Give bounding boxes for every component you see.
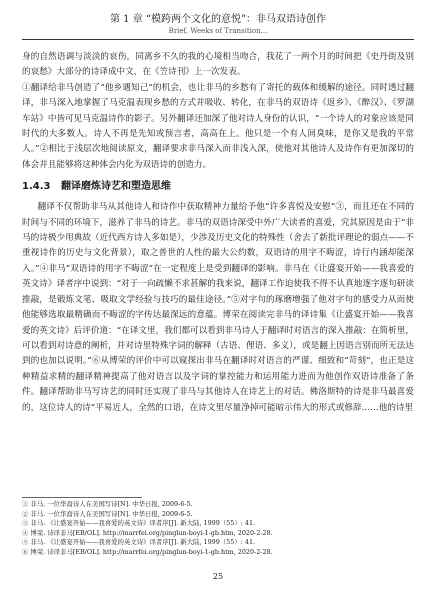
page-number: 25 bbox=[212, 572, 224, 581]
footnote-6: ⑥ 博荣. 诗译非马[EB/OL]. http://marrfei.org/pinglun-boyi-1-gb.htm, 2020-2-28. bbox=[22, 547, 273, 556]
body-paragraph-3: 翻译不仅帮助非马从其他诗人和诗作中获取精神力量给予他“许多喜悦及安慰”③，而且还在不同的时间与不同的环境下，滋养了非马的诗艺。非马的双语诗深受中外广大读者的喜爱，究其原因是由于“非马的诗极少用典故（近代西方诗人多如是），少涉及历史文化的特殊性（舍去了新批评理论的弱点——不重视诗作的历史与文化背景），取之普世的人性的最大公约数，双语诗的用字不晦涩，诗行内涵却能深入。”④非马“双语诗的用字不晦涩”在一定程度上是受到翻译的影响。非马在《让盛宴开始——我喜爱的英文诗》译者序中说到：“对于一向疏懒不求甚解的我来说，翻译工作迫使我不得不认真地逐字逐句研读推敲，是锻炼文笔、吸取文学经验与技巧的最佳途径。”⑤对字句的琢磨增强了他对字句的感受力从而使他能够选取最精确而不晦涩的字传达最深远的意蕴。博荣在阅读完非马的译诗集《让盛宴开始——我喜爱的英文诗》后评价道：“在译文里，我们都可以看到非马诗人于翻译时对语言的深入推敲：在简析里，可以看到对诗意的阐析，并对诗里特殊字词的解释（古语、俚语、多义），或是翻上因语言别而所无法达到的也加以说明。”⑥从博荣的评价中可以窥探出非马在翻译时对语言的严谨、细致和“苛刻”，也正是这种精益求精的翻译精神提高了他对语言以及字词的掌控能力和运用能力进而为他创作双语诗准备了条件。翻译帮助非马写诗艺的同时还实现了非马与其他诗人在诗艺上的对话。佛洛斯特的诗是非马最喜爱的，这位诗人的诗“平易近人，全然的口语，在诗文里尽量净掉可能暗示伟大的形式或修辞……他的诗里 bbox=[22, 202, 414, 413]
section-number: 1.4.3 bbox=[22, 181, 51, 193]
body-paragraph-2: ①翻译给非马创造了“他乡遇知己”的机会，也让非马的乡愁有了寄托的载体和缓解的途径。同时透过翻译，非马深入地掌握了马克温表现乡愁的方式并吸收、转化，在非马的双语诗《返乡》、《醉汉》、《罗湖车站》中皆可见马克温诗作的影子。另外翻译还加深了他对诗人身份的认识，“一个诗人的对象应该是同时代的大多数人。诗人不再是先知或预言者，高高在上。他只是一个有人间臭味，是你又是我的平常人。”②相比于浅层次地阅读原文，翻译要求非马深入而非浅入深，使他对其他诗人及诗作有更加深切的体会并且能够将这种体会内化为双语诗的创造力。 bbox=[22, 82, 414, 170]
footnote-5: ⑤ 非马. 《让盛宴开始——我喜爱的英文诗》译者序[J]. 新大陆, 1999（55）: 41. bbox=[22, 538, 256, 547]
running-header bbox=[22, 14, 414, 40]
footnote-1: ① 非马. 一位华裔诗人在美国写诗[N]. 中华日报, 2009-6-5. bbox=[22, 500, 193, 508]
page-body bbox=[22, 50, 414, 416]
footnote-divider bbox=[22, 497, 142, 498]
footnote-2: ② 非马. 一位华裔诗人在美国写诗[N]. 中华日报, 2009-6-5. bbox=[22, 509, 193, 518]
footnote-4: ④ 博荣. 诗译非马[EB/OL]. http://marrfei.org/pinglun-boyi-1-gb.htm, 2020-2-28. bbox=[22, 528, 273, 537]
footnotes bbox=[22, 500, 414, 558]
section-heading bbox=[22, 180, 414, 194]
header-subtitle: Brief, Weeks of Transition... bbox=[168, 27, 268, 35]
footnote-3: ③ 非马. 《让盛宴开始——我喜爱的英文诗》译者序[J]. 新大陆, 1999（55）: 41. bbox=[22, 519, 256, 528]
header-title: 第 1 章 “模跨两个文化的意悦”：非马双语诗创作 bbox=[109, 14, 327, 25]
section-title: 翻译磨炼诗艺和塑造思维 bbox=[60, 181, 171, 193]
body-paragraph-1: 身的自然语调与淡淡的哀伤，同离乡不久的我的心境相当吻合，我花了一两个月的时间把《史丹街及别的哀愁》大部分的诗译成中文，在《笠诗刊》上一次发表。 bbox=[22, 52, 414, 78]
